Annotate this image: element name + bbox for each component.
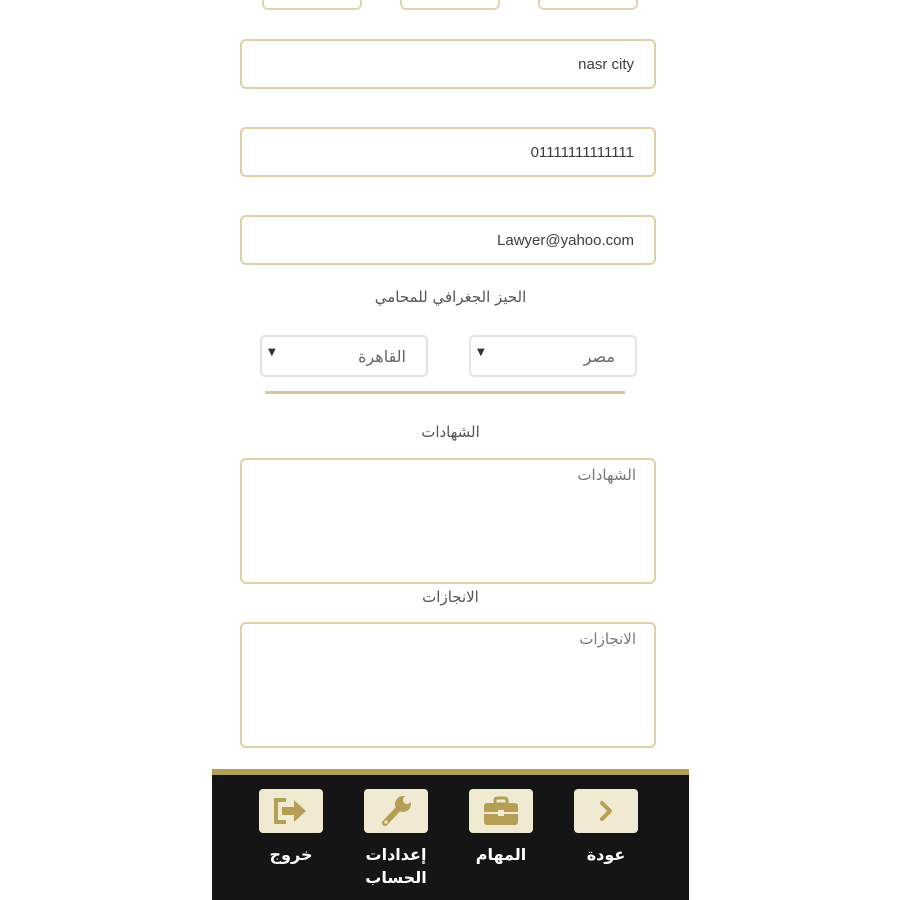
dropdown-caret-icon: ▼: [268, 346, 276, 358]
city-select[interactable]: [260, 335, 428, 377]
select-stub-left[interactable]: [262, 0, 362, 10]
phone-field[interactable]: [240, 127, 656, 177]
dropdown-caret-icon: ▼: [477, 346, 485, 358]
nav-logout[interactable]: [246, 789, 336, 866]
certificates-label: الشهادات: [421, 423, 480, 441]
logout-label: خروج: [269, 845, 313, 864]
account-settings-label: [351, 843, 441, 889]
select-stub-middle[interactable]: [400, 0, 500, 10]
address-field[interactable]: [240, 39, 656, 89]
select-stub-right[interactable]: [538, 0, 638, 10]
country-select-value: مصر: [583, 346, 615, 366]
divider: [265, 391, 625, 394]
nav-back[interactable]: [561, 789, 651, 866]
country-select[interactable]: [469, 335, 637, 377]
tasks-button[interactable]: [469, 789, 533, 833]
achievements-placeholder: الانجازات: [579, 630, 636, 648]
address-input[interactable]: [260, 55, 636, 74]
screen: [212, 0, 689, 900]
back-label: عودة: [586, 845, 626, 864]
city-select-value: القاهرة: [358, 346, 406, 366]
account-settings-button[interactable]: [364, 789, 428, 833]
geo-scope-label: الحيز الجغرافي للمحامي: [374, 288, 527, 306]
account-settings-label-line2: الحساب: [365, 868, 427, 887]
wrench-icon: [378, 793, 414, 829]
tasks-label: المهام: [475, 845, 527, 864]
briefcase-icon: [481, 795, 521, 827]
phone-input[interactable]: [260, 143, 636, 162]
nav-account-settings[interactable]: [351, 789, 441, 889]
chevron-right-icon: [594, 798, 618, 824]
certificates-placeholder: الشهادات: [577, 466, 636, 484]
logout-icon: [272, 796, 310, 826]
certificates-textarea[interactable]: [240, 458, 656, 584]
email-field[interactable]: [240, 215, 656, 265]
achievements-textarea[interactable]: [240, 622, 656, 748]
back-button[interactable]: [574, 789, 638, 833]
account-settings-label-line1: إعدادات: [365, 845, 427, 864]
achievements-label: الانجازات: [422, 588, 479, 606]
bottom-nav-bar: [212, 769, 689, 900]
logout-button[interactable]: [259, 789, 323, 833]
email-input[interactable]: [260, 231, 636, 250]
nav-tasks[interactable]: [456, 789, 546, 866]
